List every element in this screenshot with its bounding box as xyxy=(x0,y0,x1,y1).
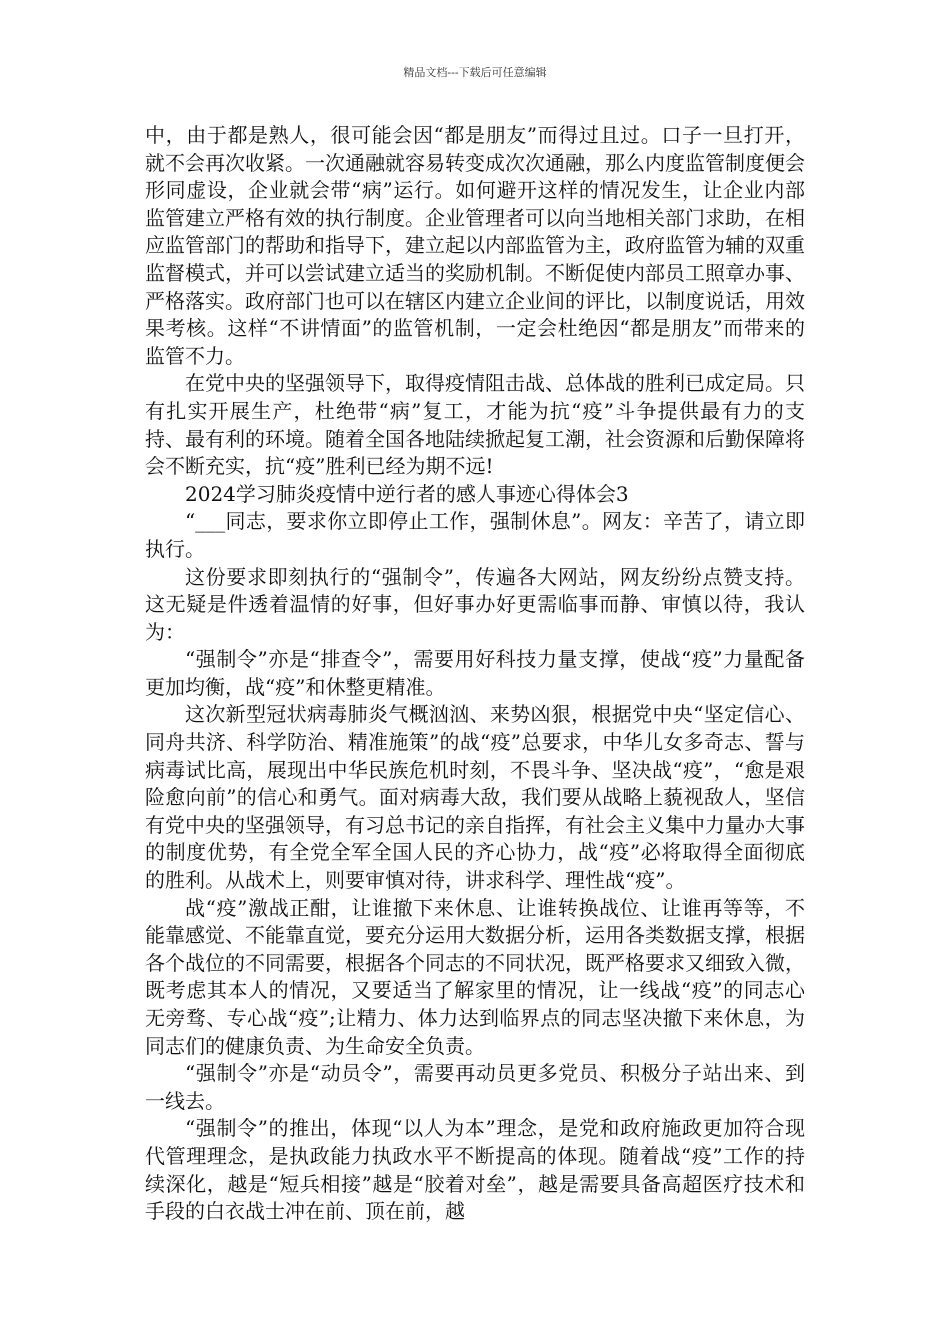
paragraph: 这次新型冠状病毒肺炎气概汹汹、来势凶狠，根据党中央“坚定信心、同舟共济、科学防治、精准施策”的战“疫”总要求，中华儿女多奇志、誓与病毒试比高，展现出中华民族危机时刻，不畏斗争、坚决战“疫”，“愈是艰险愈向前”的信心和勇气。面对病毒大敌，我们要从战略上藐视敌人，坚信有党中央的坚强领导，有习总书记的亲自指挥，有社会主义集中力量办大事的制度优势，有全党全军全国人民的齐心协力，战“疫”必将取得全面彻底的胜利。从战术上，则要审慎对待，讲求科学、理性战“疫”。 xyxy=(145,702,805,893)
section-title: 2024学习肺炎疫情中逆行者的感人事迹心得体会3 xyxy=(185,481,629,506)
paragraph: “___同志，要求你立即停止工作，强制休息”。网友：辛苦了，请立即执行。 xyxy=(145,509,805,561)
paragraph: “强制令”亦是“动员令”，需要再动员更多党员、积极分子站出来、到一线去。 xyxy=(145,1061,805,1113)
paragraph: 在党中央的坚强领导下，取得疫情阻击战、总体战的胜利已成定局。只有扎实开展生产，杜绝带“病”复工，才能为抗“疫”斗争提供最有力的支持、最有利的环境。随着全国各地陆续掀起复工潮，社会资源和后勤保障将会不断充实，抗“疫”胜利已经为期不远! xyxy=(145,371,805,479)
paragraph: “强制令”的推出，体现“以人为本”理念，是党和政府施政更加符合现代管理理念，是执政能力执政水平不断提高的体现。随着战“疫”工作的持续深化，越是“短兵相接”越是“胶着对垒”，越是需要具备高超医疗技术和手段的白衣战士冲在前、顶在前，越 xyxy=(145,1116,805,1224)
paragraph: 这份要求即刻执行的“强制令”，传遍各大网站，网友纷纷点赞支持。这无疑是件透着温情的好事，但好事办好更需临事而静、审慎以待，我认为： xyxy=(145,564,805,644)
page-header: 精品文档---下载后可任意编辑 xyxy=(403,66,547,79)
paragraph: 战“疫”激战正酣，让谁撤下来休息、让谁转换战位、让谁再等等，不能靠感觉、不能靠直觉，要充分运用大数据分析，运用各类数据支撑，根据各个战位的不同需要，根据各个同志的不同状况，既严格要求又细致入微，既考虑其本人的情况，又要适当了解家里的情况，让一线战“疫”的同志心无旁骛、专心战“疫”;让精力、体力达到临界点的同志坚决撤下来休息，为同志们的健康负责、为生命安全负责。 xyxy=(145,895,805,1058)
paragraph: 中，由于都是熟人，很可能会因“都是朋友”而得过且过。口子一旦打开，就不会再次收紧。一次通融就容易转变成次次通融，那么内度监管制度便会形同虚设，企业就会带“病”运行。如何避开这样的情况发生，让企业内部监管建立严格有效的执行制度。企业管理者可以向当地相关部门求助，在相应监管部门的帮助和指导下，建立起以内部监管为主，政府监管为辅的双重监督模式，并可以尝试建立适当的奖励机制。不断促使内部员工照章办事、严格落实。政府部门也可以在辖区内建立企业间的评比，以制度说话，用效果考核。这样“不讲情面”的监管机制，一定会杜绝因“都是朋友”而带来的监管不力。 xyxy=(145,123,805,368)
document-body xyxy=(145,122,805,1226)
paragraph: “强制令”亦是“排查令”，需要用好科技力量支撑，使战“疫”力量配备更加均衡，战“疫”和休整更精准。 xyxy=(145,647,805,699)
